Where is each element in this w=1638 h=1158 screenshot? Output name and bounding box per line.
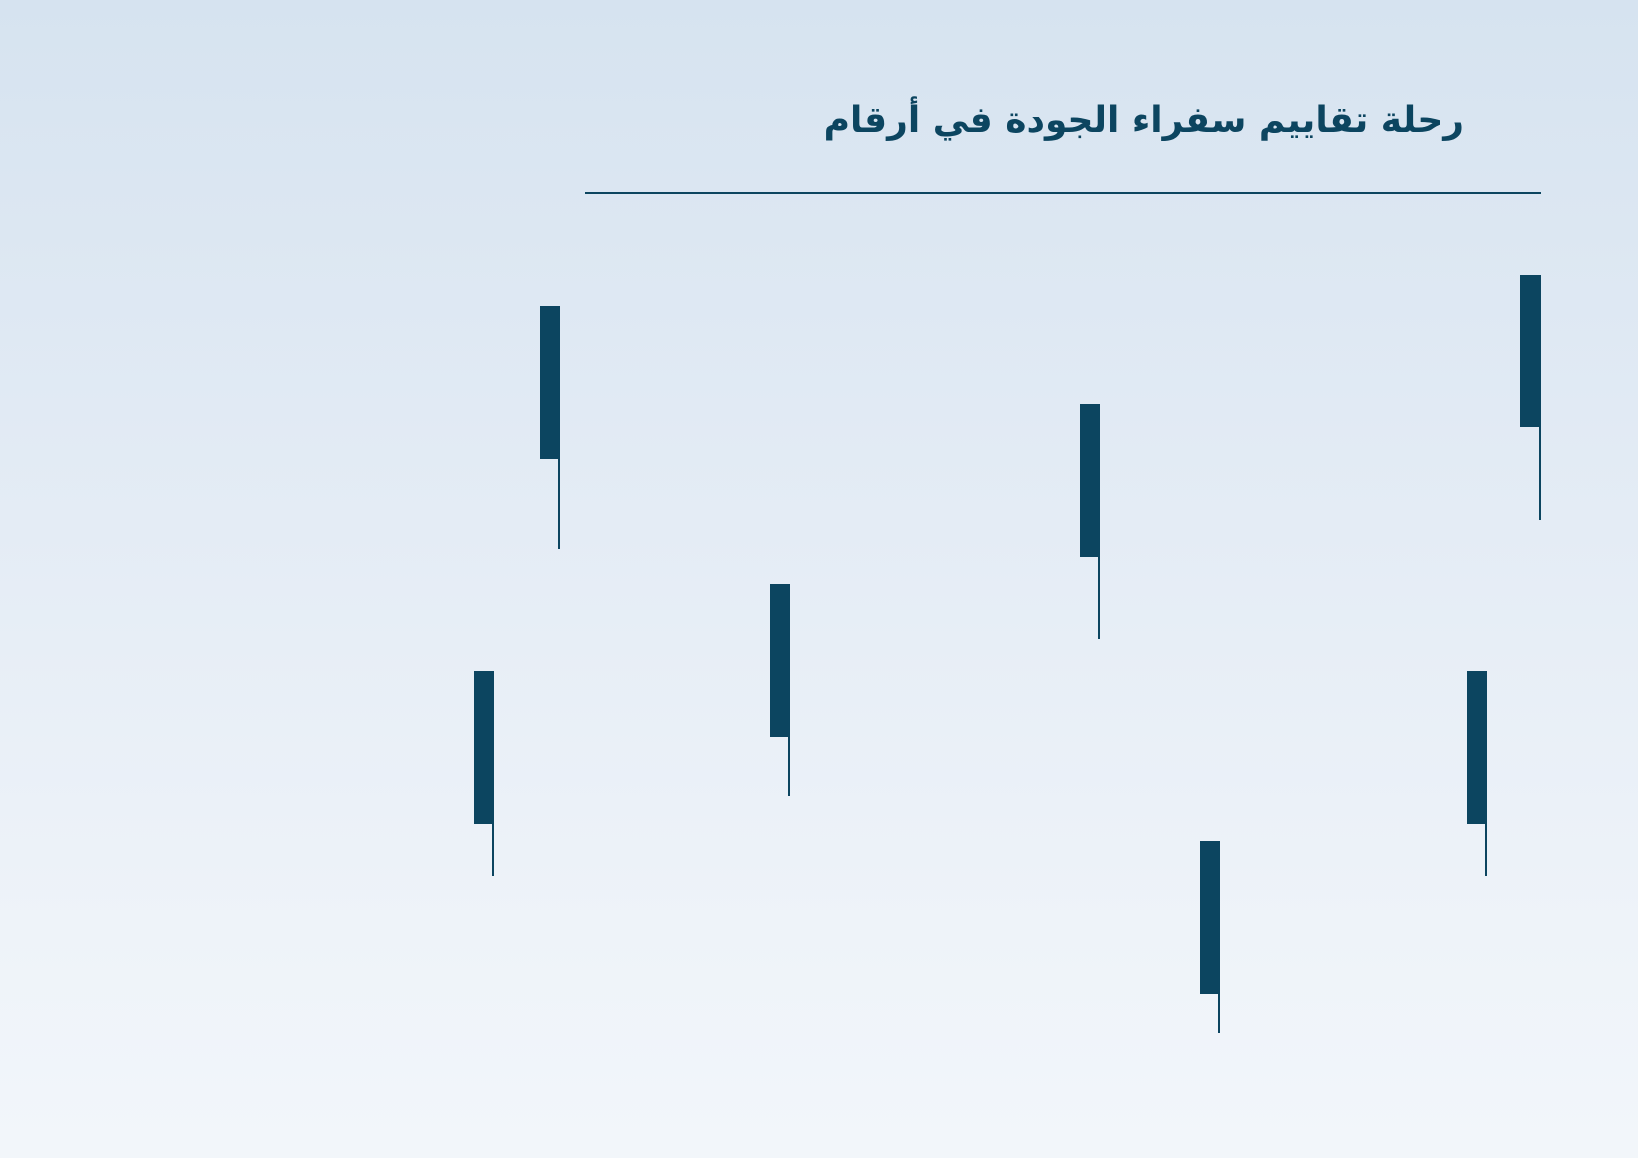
stat-accent-bar bbox=[1200, 841, 1220, 994]
stat-accent-bar bbox=[540, 306, 560, 459]
stat-accent-line bbox=[1218, 841, 1220, 1033]
stat-accent-line bbox=[492, 671, 494, 876]
stat-accent-bar bbox=[1080, 404, 1100, 557]
stat-accent-bar bbox=[770, 584, 790, 737]
stat-accent-bar bbox=[1467, 671, 1487, 824]
stat-accent-line bbox=[1098, 404, 1100, 639]
stat-accent-line bbox=[1485, 671, 1487, 876]
title-divider bbox=[585, 192, 1541, 194]
stat-accent-line bbox=[788, 584, 790, 796]
stat-accent-bar bbox=[474, 671, 494, 824]
stat-accent-line bbox=[558, 306, 560, 549]
stat-accent-line bbox=[1539, 275, 1541, 520]
stat-accent-bar bbox=[1520, 275, 1540, 427]
page-title: رحلة تقاييم سفراء الجودة في أرقام bbox=[823, 100, 1464, 141]
